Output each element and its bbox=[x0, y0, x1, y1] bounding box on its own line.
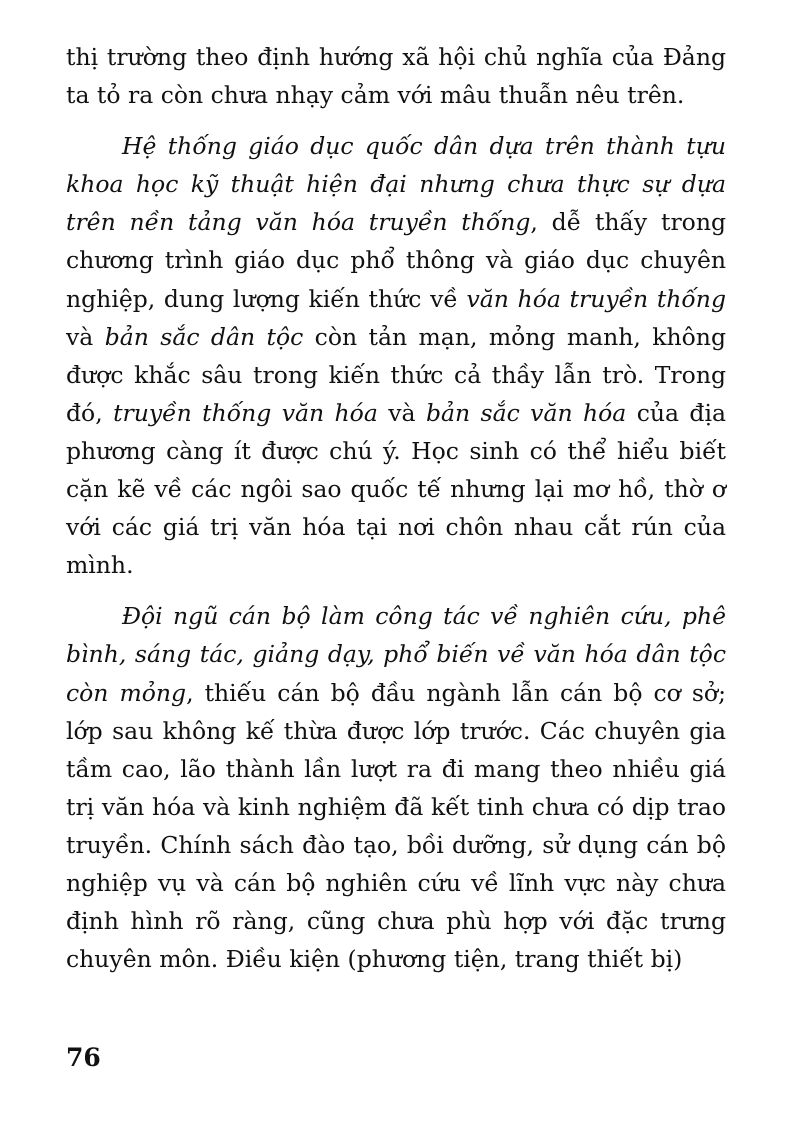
paragraph-2-run-1: Hệ thống giáo dục quốc dân dựa trên thành tựu khoa học kỹ thuật hiện đại nhưng chưa thực sự dựa trên nền tảng văn hóa truyền thống bbox=[66, 132, 726, 237]
paragraph-2-run-3: văn hóa truyền thống bbox=[466, 284, 726, 313]
paragraph-2-run-5: bản sắc dân tộc bbox=[104, 322, 304, 351]
paragraph-2-run-2: , dễ thấy trong chương trình giáo dục phổ thông và giáo dục chuyên nghiệp, dung lượng kiến thức về bbox=[66, 208, 727, 313]
paragraph-2-run-7: truyền thống văn hóa bbox=[113, 398, 378, 427]
page-number: 76 bbox=[66, 1043, 101, 1072]
paragraph-3-run-1: Đội ngũ cán bộ làm công tác về nghiên cứu, phê bình, sáng tác, giảng dạy, phổ biến về văn hóa dân tộc còn mỏng bbox=[66, 602, 726, 707]
paragraph-2-run-8: và bbox=[377, 398, 426, 427]
paragraph-2-run-9: bản sắc văn hóa bbox=[425, 398, 627, 427]
paragraph-3 bbox=[66, 597, 726, 978]
paragraph-1 bbox=[66, 38, 726, 114]
paragraph-2-run-6: còn tản mạn, mỏng manh, không được khắc sâu trong kiến thức cả thầy lẫn trò. Trong đó, bbox=[66, 322, 726, 427]
paragraph-2-run-10: của địa phương càng ít được chú ý. Học sinh có thể hiểu biết cặn kẽ về các ngôi sao quốc tế nhưng lại mơ hồ, thờ ơ với các giá trị văn hóa tại nơi chôn nhau cắt rún của mình. bbox=[66, 398, 726, 580]
page-body bbox=[66, 38, 726, 978]
paragraph-2 bbox=[66, 127, 726, 584]
paragraph-3-run-2: , thiếu cán bộ đầu ngành lẫn cán bộ cơ sở; lớp sau không kế thừa được lớp trước. Các chuyên gia tầm cao, lão thành lần lượt ra đi mang theo nhiều giá trị văn hóa và kinh nghiệm đã kết tinh chưa có dịp trao truyền. Chính sách đào tạo, bồi dưỡng, sử dụng cán bộ nghiệp vụ và cán bộ nghiên cứu về lĩnh vực này chưa định hình rõ ràng, cũng chưa phù hợp với đặc trưng chuyên môn. Điều kiện (phương tiện, trang thiết bị) bbox=[66, 678, 726, 974]
paragraph-1-run-1: thị trường theo định hướng xã hội chủ nghĩa của Đảng ta tỏ ra còn chưa nhạy cảm với mâu thuẫn nêu trên. bbox=[66, 43, 726, 110]
paragraph-2-run-4: và bbox=[66, 322, 105, 351]
